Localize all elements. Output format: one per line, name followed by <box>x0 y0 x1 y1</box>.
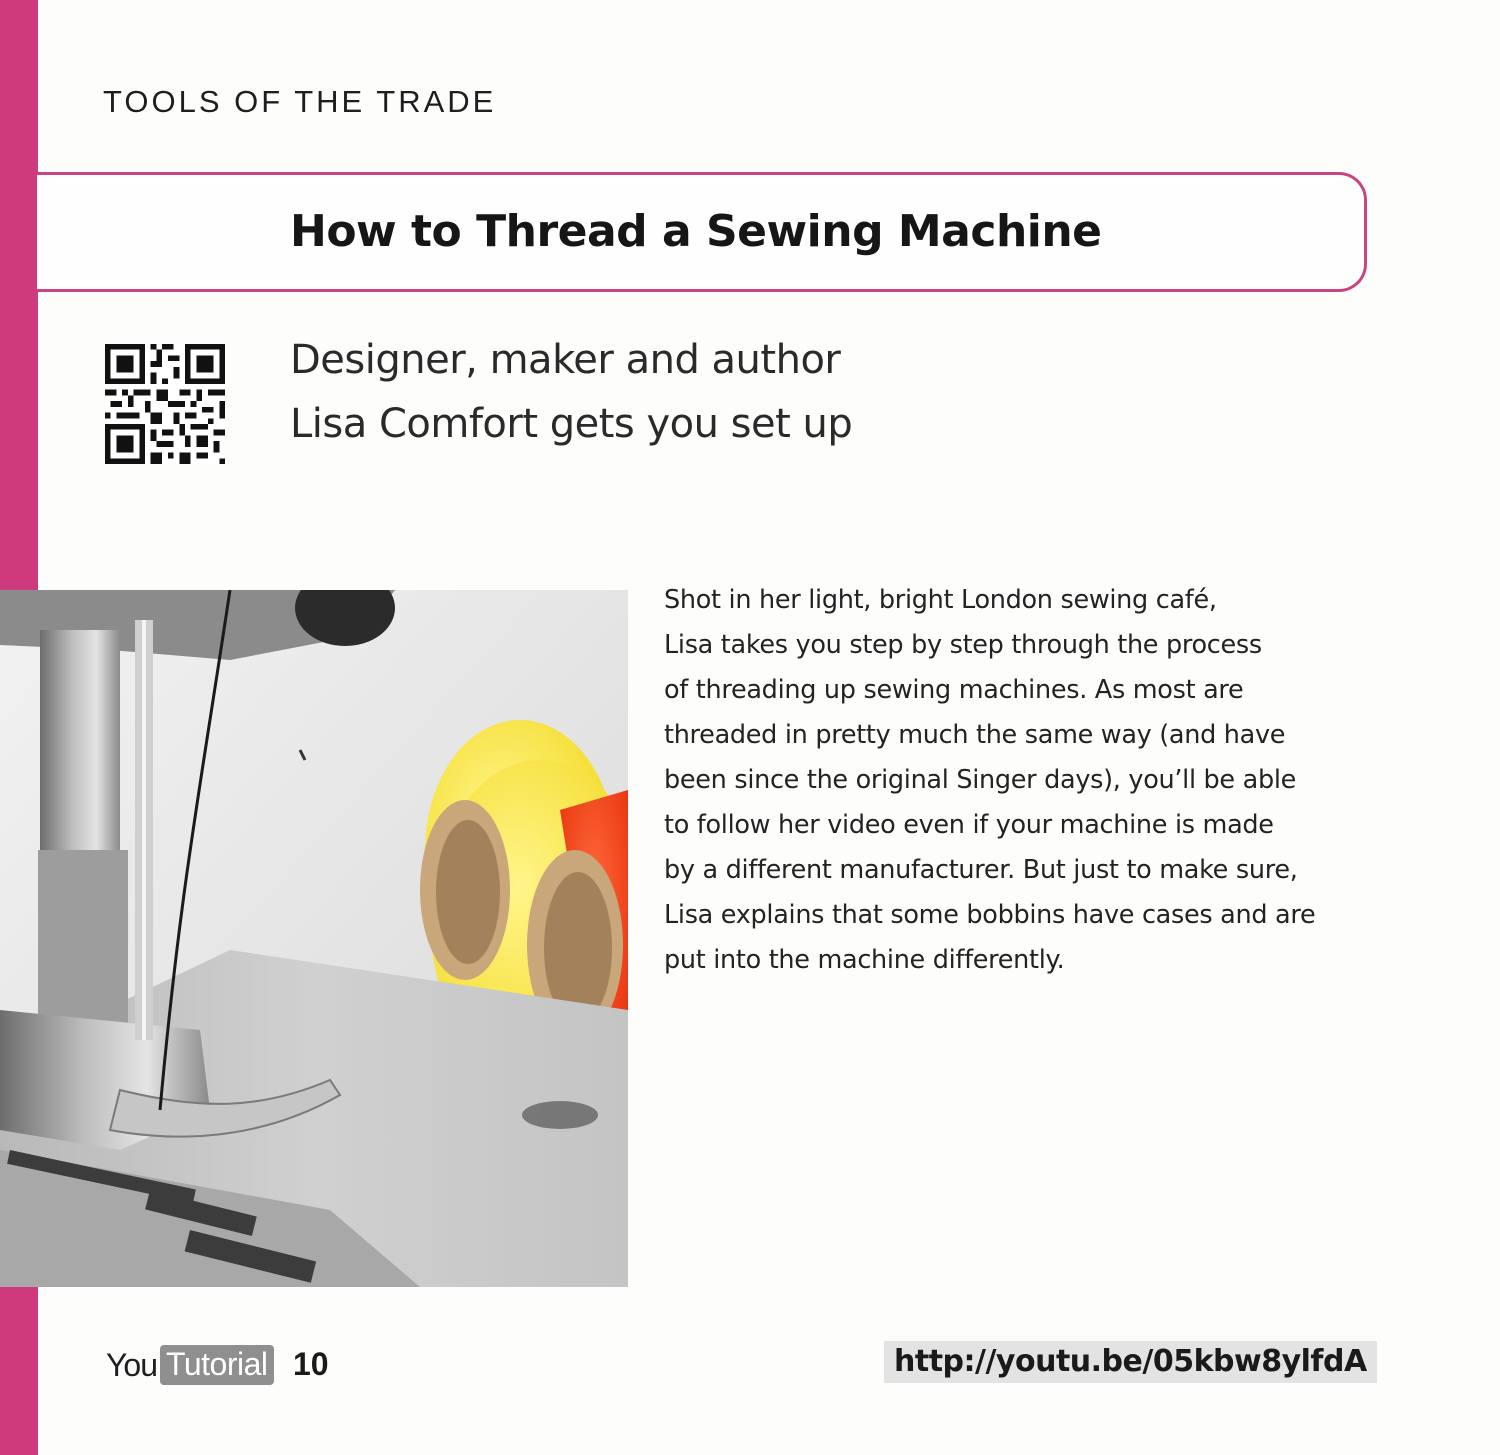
subtitle-line: Lisa Comfort gets you set up <box>290 401 853 447</box>
page-title: How to Thread a Sewing Machine <box>290 206 1102 257</box>
body-line: of threading up sewing machines. As most are <box>664 675 1244 705</box>
subtitle-line: Designer, maker and author <box>290 337 841 383</box>
body-line: been since the original Singer days), you’ll be able <box>664 765 1296 795</box>
video-url-link[interactable]: http://youtu.be/05kbw8ylfdA <box>884 1341 1377 1383</box>
yoututorial-logo <box>106 1343 274 1387</box>
subtitle <box>290 328 852 456</box>
body-paragraph <box>664 578 1384 983</box>
body-line: put into the machine differently. <box>664 945 1065 975</box>
body-line: threaded in pretty much the same way (and have <box>664 720 1286 750</box>
qr-code-icon[interactable] <box>105 344 225 464</box>
brand-you: You <box>106 1346 157 1383</box>
body-line: Shot in her light, bright London sewing café, <box>664 585 1217 615</box>
section-label: TOOLS OF THE TRADE <box>103 84 497 119</box>
body-line: to follow her video even if your machine is made <box>664 810 1274 840</box>
page-number: 10 <box>293 1346 329 1382</box>
body-line: by a different manufacturer. But just to make sure, <box>664 855 1298 885</box>
body-line: Lisa takes you step by step through the process <box>664 630 1262 660</box>
body-line: Lisa explains that some bobbins have cases and are <box>664 900 1316 930</box>
brand-tutorial-badge: Tutorial <box>160 1345 274 1385</box>
sewing-machine-photo <box>0 590 628 1287</box>
